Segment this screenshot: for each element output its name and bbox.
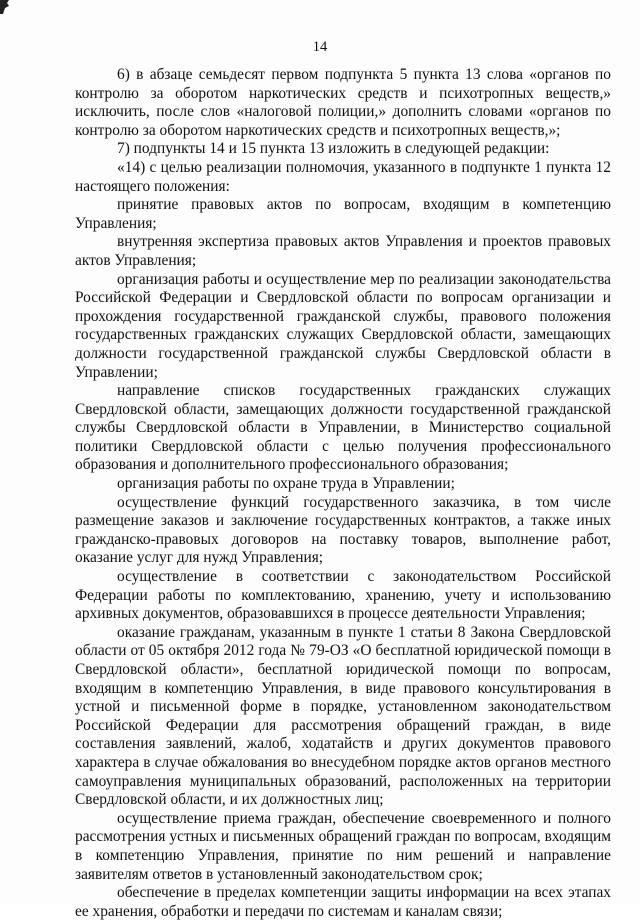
- paragraph: 6) в абзаце семьдесят первом подпункта 5 пункта 13 слова «органов по контролю за оборотом наркотических средств и психотропных веществ,» исключить, после слов «налоговой полиции,» дополнить словами «органов по контролю за оборотом наркотических средств и психотропных веществ,»;: [75, 66, 611, 139]
- paragraph: внутренняя экспертиза правовых актов Управления и проектов правовых актов Управления;: [75, 233, 611, 269]
- scan-corner-mark: [0, 0, 10, 14]
- paragraph: обеспечение в пределах компетенции защиты информации на всех этапах ее хранения, обработки и передачи по системам и каналам связи;: [75, 884, 611, 920]
- paragraph: 7) подпункты 14 и 15 пункта 13 изложить в следующей редакции:: [117, 140, 550, 158]
- paragraph: осуществление в соответствии с законодательством Российской Федерации работы по комплектованию, хранению, учету и использованию архивных документов, образовавшихся в процессе деятельности Управления;: [75, 568, 611, 623]
- paragraph: направление списков государственных гражданских служащих Свердловской области, замещающих должности государственной гражданской службы Свердловской области в Управлении, в Министерство социальной политики Свердловской области с целью получения профессионального образования и дополнительного профессионального образования;: [75, 382, 611, 474]
- paragraph: оказание гражданам, указанным в пункте 1 статьи 8 Закона Свердловской области от 05 октября 2012 года № 79-ОЗ «О бесплатной юридической помощи в Свердловской области», бесплатной юридической помощи по вопросам, входящим в компетенцию Управления, в виде правового консультирования в устной и письменной форме в порядке, установленном законодательством Российской Федерации для рассмотрения обращений граждан, в виде составления заявлений, жалоб, ходатайств и других документов правового характера в случае обжалования во внесудебном порядке актов органов местного самоуправления муниципальных образований, расположенных на территории Свердловской области, и их должностных лиц;: [75, 623, 611, 809]
- paragraph: организация работы и осуществление мер по реализации законодательства Российской Федерации и Свердловской области по вопросам организации и прохождения государственной гражданской службы, правового положения государственных гражданских служащих Свердловской области, замещающих должности государственной гражданской службы Свердловской области в Управлении;: [75, 270, 611, 381]
- paragraph: принятие правовых актов по вопросам, входящим в компетенцию Управления;: [75, 196, 611, 232]
- paragraph: организация работы по охране труда в Управлении;: [117, 475, 455, 493]
- paragraph: осуществление функций государственного заказчика, в том числе размещение заказов и заключение государственных контрактов, а также иных гражданско-правовых договоров на поставку товаров, выполнение работ, оказание услуг для нужд Управления;: [75, 493, 611, 567]
- paragraph: осуществление приема граждан, обеспечение своевременного и полного рассмотрения устных и письменных обращений граждан по вопросам, входящим в компетенцию Управления, принятие по ним решений и направление заявителям ответов в установленный законодательством срок;: [75, 809, 611, 883]
- paragraph: «14) с целью реализации полномочия, указанного в подпункте 1 пункта 12 настоящего положения:: [75, 158, 611, 195]
- page-number: 14: [312, 39, 328, 55]
- document-body: [75, 66, 611, 921]
